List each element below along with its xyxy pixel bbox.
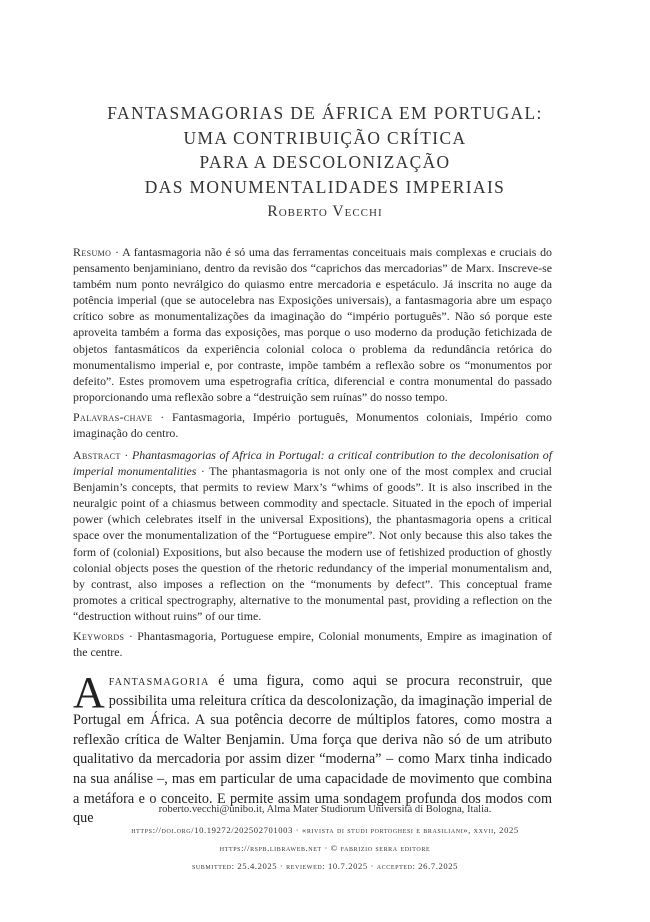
abstract-label: Abstract <box>73 448 121 462</box>
palavras-chave-text: · Fantasmagoria, Império português, Monumentos coloniais, Império como imaginação do centro. <box>73 410 552 441</box>
publisher-line: https://rspb.libraweb.net · © fabrizio serra editore <box>219 843 431 853</box>
body-first-word: fantasmagoria <box>108 673 210 689</box>
palavras-chave-paragraph <box>73 409 552 441</box>
article-title <box>60 101 590 199</box>
author-affiliation: roberto.vecchi@unibo.it, Alma Mater Studiorum Università di Bologna, Italia. <box>158 804 492 815</box>
resumo-text: · A fantasmagoria não é só uma das ferramentas conceituais mais complexas e cruciais do pensamento benjaminiano, dentro da revisão dos “caprichos das mercadorias” de Marx. Inscreve-se também num ponto nevrálgico do quiasmo entre mercadoria e espetáculo. Já inscrita no auge da potência imperial (que se autocelebra nas Exposições universais), a fantasmagoria abre um espaço crítico sobre as monumentalizações da imaginação do “império português”. Não só porque este aproveita também a forma das exposições, mas porque o uso moderno da produção fetichizada de objetos fantasmáticos da experiência colonial coloca o problema da redundância retórica do monumentalismo imperial e, por contraste, impõe também a reflexão sobre os “monumentos por defeito”. Estes promovem uma espetrografia crítica, diferencial e contra monumental do passado proporcionando uma reflexão sobre a “destruição sem ruínas” do nosso tempo. <box>73 245 552 404</box>
abstract-english-title: Phantasmagorias of Africa in Portugal: a critical contribution to the decolonisation of imperial monumentalities <box>73 448 552 479</box>
keywords-text: · Phantasmagoria, Portuguese empire, Colonial monuments, Empire as imagination of the centre. <box>73 629 552 660</box>
body-text: é uma figura, como aqui se procura reconstruir, que possibilita uma releitura crítica da descolonização, da imaginação imperial de Portugal em África. A sua potência decorre de múltiplos fatores, como mostra a reflexão crítica de Walter Benjamin. Uma força que deriva não só de um atributo qualitativo da mercadoria por assim dizer “moderna” – como Marx tinha indicado na sua análise –, mas em particular de uma capacidade de movimento que combina a metáfora e o conceito. E permite assim uma sondagem profunda dos modos com que <box>73 673 552 827</box>
title-line-3: PARA A DESCOLONIZAÇÃO <box>199 152 451 172</box>
keywords-paragraph <box>73 628 552 660</box>
title-line-1: FANTASMAGORIAS DE ÁFRICA EM PORTUGAL: <box>107 103 543 123</box>
resumo-paragraph <box>73 244 552 405</box>
doi-line: https://doi.org/10.19272/202502701003 · «rivista di studi portoghesi e brasiliani», xxvii, 2025 <box>131 825 519 835</box>
palavras-chave-label: Palavras-chave <box>73 410 153 424</box>
resumo-label: Resumo <box>73 245 112 259</box>
title-line-2: UMA CONTRIBUIÇÃO CRÍTICA <box>183 127 467 148</box>
title-line-4: DAS MONUMENTALIDADES IMPERIAIS <box>144 176 506 197</box>
abstract-paragraph: Abstract · Phantasmagorias of Africa in Portugal: a critical contribution to the decolonisation of imperial monumentalities · The phantasmagoria is not only one of the most complex and crucial Benjamin’s concepts, that permits to review Marx’s “whims of goods”. It is also inscribed in the neuralgic point of a chiasmus between commodity and spectacle. Situated in the epoch of imperial power (which celebrates itself in the universal Expositions), the phantasmagoria opens a critical space over the monumentalization of the “Portuguese empire”. Not only because this also takes the form of (colonial) Expositions, but also because the modern use of fetishized production of ghostly colonial objects poses the question of the rhetoric redundancy of the imperial monumentalism and, by contrast, also imposes a reflection on the “monuments by defect”. This conceptual frame promotes a critical spectrography, alternative to the monumental past, providing a reflection on the “destruction without ruins” of our time. <box>73 448 552 623</box>
author-name: Roberto Vecchi <box>267 203 383 220</box>
keywords-label: Keywords <box>73 629 125 643</box>
abstract-text: · The phantasmagoria is not only one of the most complex and crucial Benjamin’s concepts, that permits to review Marx’s “whims of goods”. It is also inscribed in the neuralgic point of a chiasmus between commodity and spectacle. Situated in the epoch of imperial power (which celebrates itself in the universal Expositions), the phantasmagoria opens a critical space over the monumentalization of the “Portuguese empire”. Not only because this also takes the form of (colonial) Expositions, but also because the modern use of fetishized production of ghostly colonial objects poses the question of the rhetoric redundancy of the imperial monumentalism and, by contrast, also imposes a reflection on the “monuments by defect”. This conceptual frame promotes a critical spectrography, alternative to the monumental past, providing a reflection on the “destruction without ruins” of our time. <box>73 464 552 623</box>
drop-cap: A <box>73 668 105 717</box>
submission-dates: submitted: 25.4.2025 · reviewed: 10.7.2025 · accepted: 26.7.2025 <box>191 861 459 871</box>
